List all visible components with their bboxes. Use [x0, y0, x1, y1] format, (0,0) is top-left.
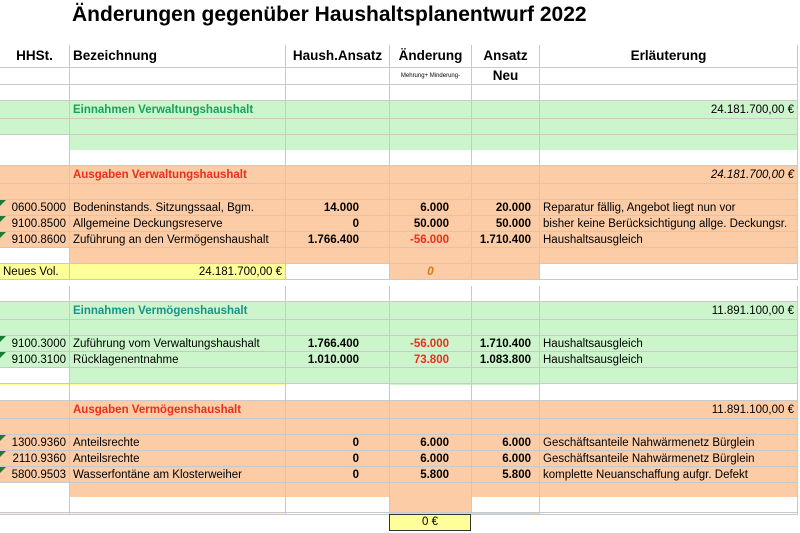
cell: [70, 67, 286, 85]
cell: [390, 368, 472, 384]
header-hhst: HHSt.: [0, 45, 70, 68]
cell: [390, 302, 472, 320]
cell: [472, 419, 540, 435]
blank-row: [0, 248, 798, 264]
aenderung-cell: 5.800: [390, 467, 472, 483]
cell: [472, 385, 540, 401]
section-spacer-row: [0, 320, 798, 336]
page-title: Änderungen gegenüber Haushaltsplanentwurf 2022: [72, 3, 587, 26]
cell: [540, 320, 798, 336]
neu-cell: 1.710.400: [472, 336, 540, 352]
aenderung-cell: 6.000: [390, 451, 472, 467]
section-title: Einnahmen Verwaltungshaushalt: [70, 101, 286, 119]
erlaeuterung-cell: Haushaltsausgleich: [540, 336, 798, 352]
cell: [390, 248, 472, 264]
cell: [0, 150, 70, 166]
ansatz-cell: 0: [286, 467, 390, 483]
cell: [390, 135, 472, 151]
aenderung-cell: 50.000: [390, 216, 472, 232]
cell: [540, 419, 798, 435]
cell: [472, 264, 540, 280]
cell: [0, 385, 70, 401]
cell: [286, 119, 390, 135]
cell: [286, 286, 390, 302]
cell: [540, 264, 798, 280]
cell: [390, 184, 472, 200]
aenderung-cell: -56.000: [390, 232, 472, 248]
cell: [390, 101, 472, 119]
cell: [286, 302, 390, 320]
erlaeuterung-cell: Geschäftsanteile Nahwärmenetz Bürglein: [540, 451, 798, 467]
cell: [472, 497, 540, 513]
cell: [390, 497, 472, 513]
cell: [286, 264, 390, 280]
cell: [390, 85, 472, 101]
cell: [286, 67, 390, 85]
cell: [0, 497, 70, 513]
cell: [472, 368, 540, 384]
hhst-cell: 1300.9360: [0, 435, 70, 451]
cell: [286, 401, 390, 419]
ansatz-cell: 0: [286, 451, 390, 467]
cell: [472, 101, 540, 119]
cell: [0, 184, 70, 200]
table-row: [0, 451, 798, 467]
cell: [390, 150, 472, 166]
bezeichnung-cell: Allgemeine Deckungsreserve: [70, 216, 286, 232]
section-spacer-row: [0, 184, 798, 200]
table-row: [0, 216, 798, 232]
cell: [0, 67, 70, 85]
cell: [540, 85, 798, 101]
section-total: 24.181.700,00 €: [540, 166, 798, 184]
neu-cell: 6.000: [472, 435, 540, 451]
header-aenderung: Änderung: [390, 45, 472, 68]
cell: [70, 119, 286, 135]
header-bezeichnung: Bezeichnung: [70, 45, 286, 68]
cell: [70, 368, 286, 384]
cell: [540, 248, 798, 264]
neues-vol-label: Neues Vol.: [0, 264, 70, 280]
cell: [390, 419, 472, 435]
section-total: 24.181.700,00 €: [540, 101, 798, 119]
bezeichnung-cell: Bodeninstands. Sitzungssaal, Bgm.: [70, 200, 286, 216]
table-row: [0, 467, 798, 483]
cell: [70, 497, 286, 513]
bezeichnung-cell: Wasserfontäne am Klosterweiher: [70, 467, 286, 483]
section-total: 11.891.100,00 €: [540, 401, 798, 419]
hhst-cell: 2110.9360: [0, 451, 70, 467]
cell: [540, 184, 798, 200]
cell: [286, 248, 390, 264]
aenderung-cell: 6.000: [390, 200, 472, 216]
cell: [472, 302, 540, 320]
cell: [286, 368, 390, 384]
neu-cell: 1.083.800: [472, 352, 540, 368]
hhst-cell: 9100.3000: [0, 336, 70, 352]
cell: [390, 166, 472, 184]
section-header-row: [0, 101, 798, 119]
cell: [390, 401, 472, 419]
erlaeuterung-cell: Haushaltsausgleich: [540, 232, 798, 248]
cell: [0, 302, 70, 320]
section-header-row: [0, 401, 798, 419]
final-sum-cell: 0 €: [389, 514, 471, 531]
cell: [540, 119, 798, 135]
cell: [286, 150, 390, 166]
ansatz-cell: 1.766.400: [286, 232, 390, 248]
cell: [0, 85, 70, 101]
bezeichnung-cell: Zuführung vom Verwaltungshaushalt: [70, 336, 286, 352]
cell: [472, 248, 540, 264]
aenderung-cell: 73.800: [390, 352, 472, 368]
hhst-cell: 9100.3100: [0, 352, 70, 368]
section-title: Einnahmen Vermögenshaushalt: [70, 302, 286, 320]
section-spacer-row: [0, 419, 798, 435]
cell: [390, 119, 472, 135]
cell: [472, 320, 540, 336]
cell: [540, 368, 798, 384]
neu-cell: 1.710.400: [472, 232, 540, 248]
bezeichnung-cell: Anteilsrechte: [70, 435, 286, 451]
table-row: [0, 232, 798, 248]
section-title: Ausgaben Vermögenshaushalt: [70, 401, 286, 419]
cell: [0, 286, 70, 302]
cell: [390, 385, 472, 401]
neues-vol-value: 24.181.700,00 €: [70, 264, 286, 280]
cell: [70, 135, 286, 151]
header-aenderung-sub: Mehrung+ Minderung-: [390, 67, 472, 85]
cell: [0, 101, 70, 119]
cell: [0, 320, 70, 336]
bezeichnung-cell: Zuführung an den Vermögenshaushalt: [70, 232, 286, 248]
neu-cell: 20.000: [472, 200, 540, 216]
hhst-cell: 0600.5000: [0, 200, 70, 216]
ansatz-cell: 14.000: [286, 200, 390, 216]
header-neu: Neu: [472, 67, 540, 85]
ansatz-cell: 0: [286, 435, 390, 451]
cell: [70, 385, 286, 401]
neu-cell: 50.000: [472, 216, 540, 232]
cell: [540, 497, 798, 513]
cell: [0, 401, 70, 419]
cell: [540, 150, 798, 166]
neu-cell: 5.800: [472, 467, 540, 483]
cell: [472, 135, 540, 151]
ansatz-cell: 1.766.400: [286, 336, 390, 352]
cell: [70, 419, 286, 435]
neues-vol-row: [0, 264, 798, 280]
cell: [286, 166, 390, 184]
neu-cell: 6.000: [472, 451, 540, 467]
hhst-cell: 5800.9503: [0, 467, 70, 483]
cell: [0, 166, 70, 184]
cell: [0, 419, 70, 435]
cell: [472, 166, 540, 184]
cell: [540, 385, 798, 401]
header-row: [0, 45, 798, 68]
aenderung-cell: -56.000: [390, 336, 472, 352]
hhst-cell: 9100.8500: [0, 216, 70, 232]
section-header-row: [0, 166, 798, 184]
cell: [540, 135, 798, 151]
table-row: [0, 435, 798, 451]
cell: [286, 101, 390, 119]
blank-row: [0, 85, 798, 101]
subheader-row: [0, 67, 798, 85]
bezeichnung-cell: Rücklagenentnahme: [70, 352, 286, 368]
section-title: Ausgaben Verwaltungshaushalt: [70, 166, 286, 184]
cell: [472, 286, 540, 302]
cell: [390, 286, 472, 302]
cell: [70, 286, 286, 302]
neues-vol-change: 0: [390, 264, 472, 280]
cell: [0, 248, 70, 264]
header-erlaeuterung: Erläuterung: [540, 45, 798, 68]
hhst-cell: 9100.8600: [0, 232, 70, 248]
cell: [390, 320, 472, 336]
cell: [286, 184, 390, 200]
cell: [70, 85, 286, 101]
cell: [472, 119, 540, 135]
aenderung-cell: 6.000: [390, 435, 472, 451]
cell: [286, 135, 390, 151]
blank-row: [0, 135, 798, 151]
cell: [0, 368, 70, 384]
header-haush-ansatz: Haush.Ansatz: [286, 45, 390, 68]
cell: [70, 320, 286, 336]
erlaeuterung-cell: Haushaltsausgleich: [540, 352, 798, 368]
cell: [286, 497, 390, 513]
blank-row: [0, 150, 798, 166]
blank-row: [0, 385, 798, 401]
section-total: 11.891.100,00 €: [540, 302, 798, 320]
cell: [472, 184, 540, 200]
cell: [540, 286, 798, 302]
table-row: [0, 352, 798, 368]
ansatz-cell: 0: [286, 216, 390, 232]
cell: [472, 401, 540, 419]
bezeichnung-cell: Anteilsrechte: [70, 451, 286, 467]
cell: [70, 184, 286, 200]
cell: [286, 385, 390, 401]
blank-row: [0, 368, 798, 384]
erlaeuterung-cell: Geschäftsanteile Nahwärmenetz Bürglein: [540, 435, 798, 451]
cell: [472, 85, 540, 101]
blank-row: [0, 497, 798, 513]
cell: [540, 67, 798, 85]
cell: [472, 150, 540, 166]
table-row: [0, 336, 798, 352]
cell: [286, 320, 390, 336]
cell: [286, 419, 390, 435]
section-spacer-row: [0, 119, 798, 135]
cell: [0, 119, 70, 135]
section-header-row: [0, 302, 798, 320]
table-row: [0, 200, 798, 216]
cell: [286, 85, 390, 101]
header-ansatz: Ansatz: [472, 45, 540, 68]
erlaeuterung-cell: komplette Neuanschaffung aufgr. Defekt: [540, 467, 798, 483]
erlaeuterung-cell: bisher keine Berücksichtigung allge. Deckungsr.: [540, 216, 798, 232]
cell: [70, 248, 286, 264]
cell: [70, 150, 286, 166]
blank-row: [0, 286, 798, 302]
cell: [0, 135, 70, 151]
ansatz-cell: 1.010.000: [286, 352, 390, 368]
erlaeuterung-cell: Reparatur fällig, Angebot liegt nun vor: [540, 200, 798, 216]
